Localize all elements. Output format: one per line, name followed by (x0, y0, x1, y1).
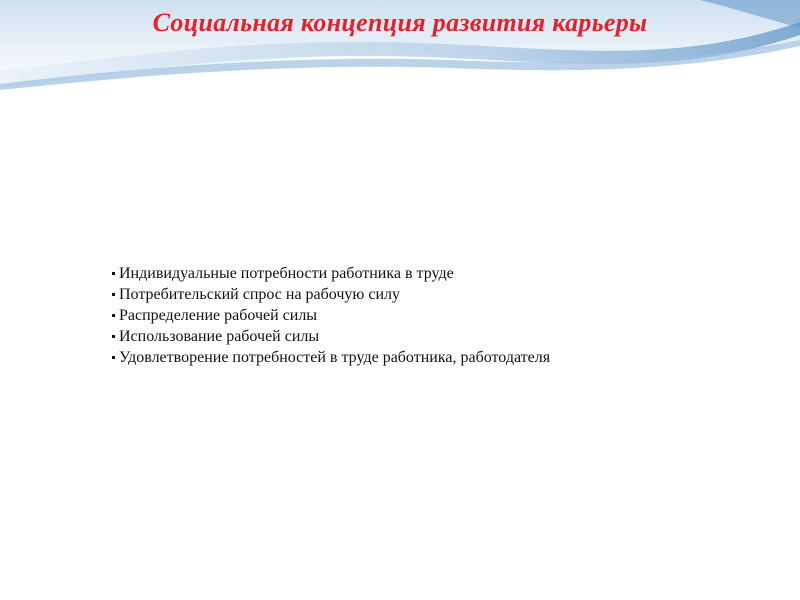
bullet-icon (112, 314, 115, 317)
list-item (112, 263, 550, 284)
list-item-text: Удовлетворение потребностей в труде работника, работодателя (119, 349, 551, 366)
bullet-icon (112, 335, 115, 338)
list-item-text: Индивидуальные потребности работника в труде (119, 265, 454, 282)
list-item-text: Потребительский спрос на рабочую силу (119, 286, 401, 303)
list-item (112, 284, 550, 305)
list-item (112, 305, 550, 326)
slide-title: Социальная концепция развития карьеры (152, 8, 648, 37)
bullet-icon (112, 293, 115, 296)
list-item (112, 326, 550, 347)
list-item (112, 347, 550, 368)
bullet-icon (112, 356, 115, 359)
list-item-text: Распределение рабочей силы (119, 307, 318, 324)
bullet-list (112, 263, 550, 368)
list-item-text: Использование рабочей силы (119, 328, 320, 345)
bullet-icon (112, 272, 115, 275)
